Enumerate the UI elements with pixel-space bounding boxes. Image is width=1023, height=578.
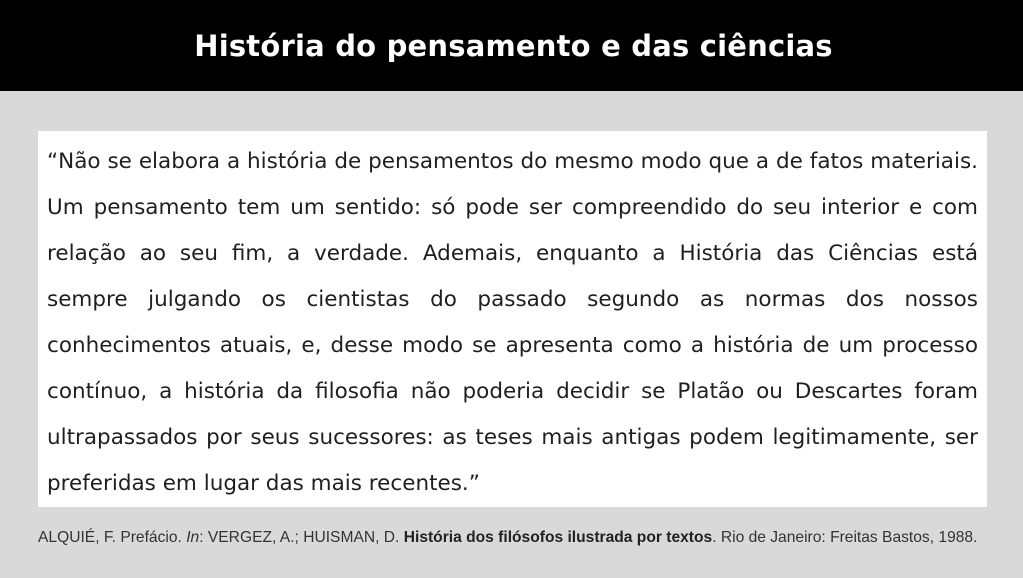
citation [38,528,983,548]
page-title: História do pensamento e das ciências [194,28,833,63]
citation-author: ALQUIÉ, F. Prefácio. [38,529,187,546]
quote-text: “Não se elabora a história de pensamentos do mesmo modo que a de fatos materiais. Um pensamento tem um sentido: só pode ser compreendido do seu interior e com relação ao seu fim, a verdade. Ademais, enquanto a História das Ciências está sempre julgando os cientistas do passado segundo as normas dos nossos conhecimentos atuais, e, desse modo se apresenta como a história de um processo contínuo, a história da filosofia não poderia decidir se Platão ou Descartes foram ultrapassados por seus sucessores: as teses mais antigas podem legitimamente, ser preferidas em lugar das mais recentes.” [47,149,978,496]
quote-box [38,131,987,507]
citation-book-title: História dos filósofos ilustrada por textos [403,529,713,546]
citation-publisher: . Rio de Janeiro: Freitas Bastos, 1988. [712,529,978,546]
title-bar [0,0,1023,91]
citation-editors: : VERGEZ, A.; HUISMAN, D. [199,529,404,546]
citation-in-label: In [186,529,200,546]
